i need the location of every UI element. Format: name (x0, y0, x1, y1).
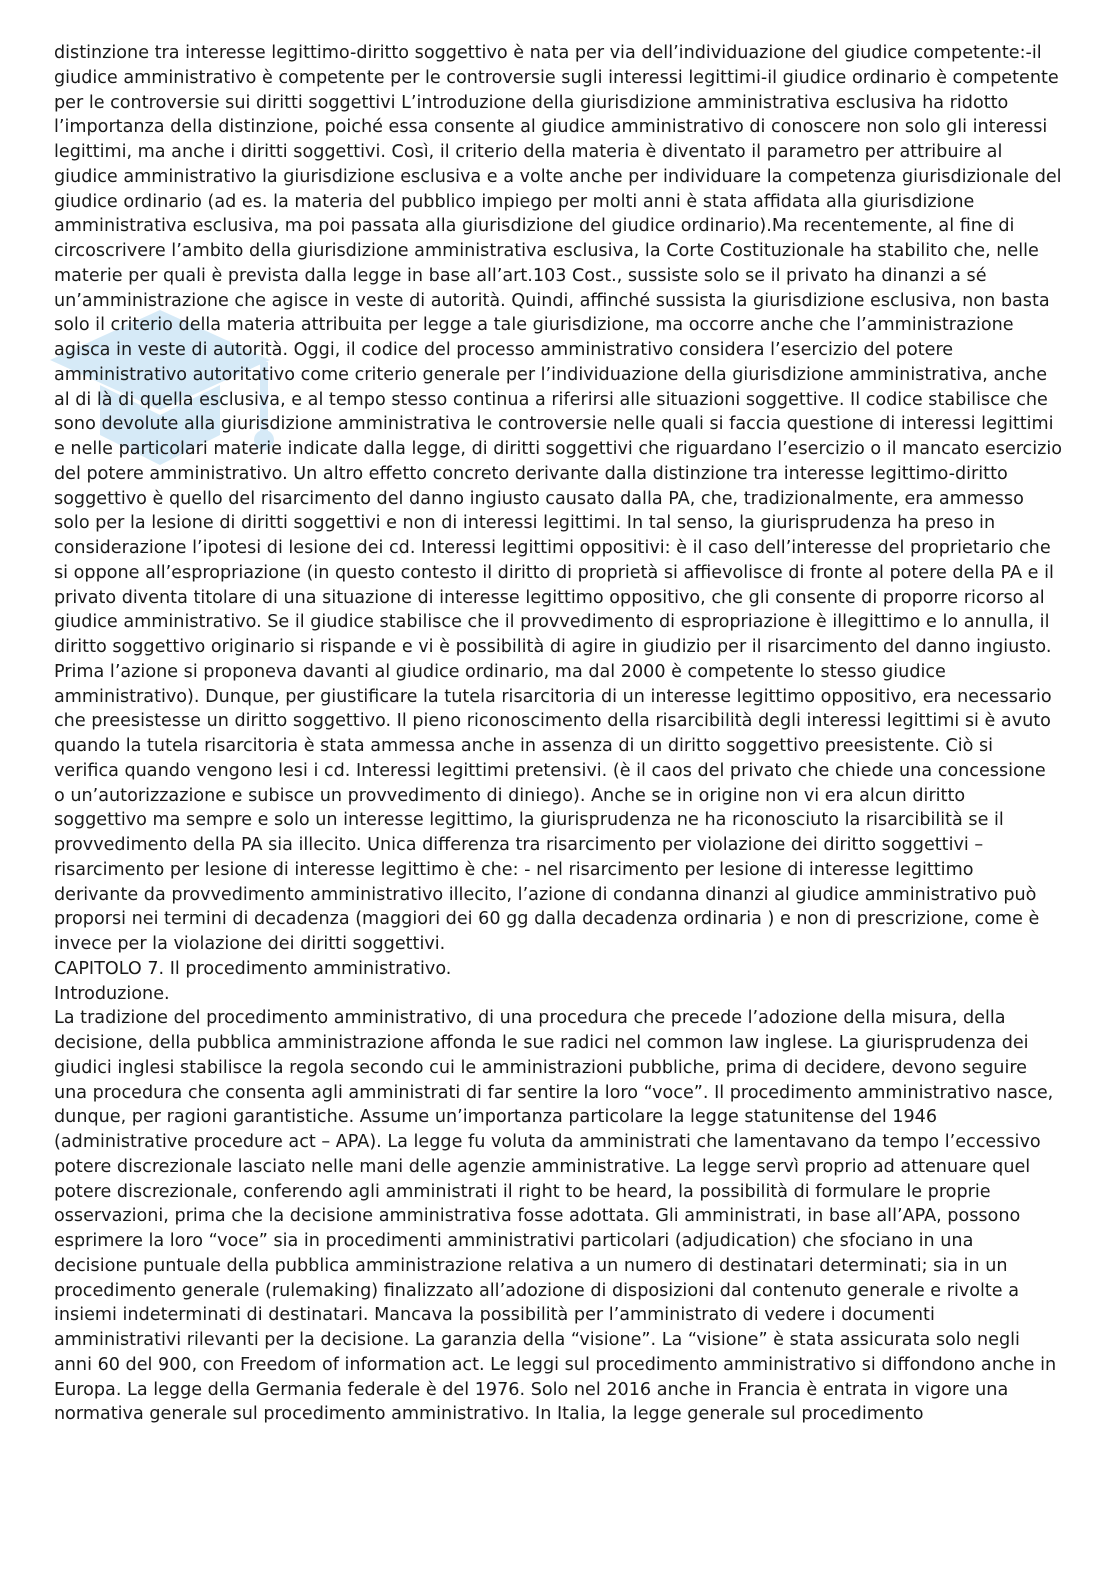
chapter-heading: CAPITOLO 7. Il procedimento amministrativo. (54, 958, 452, 979)
section-heading: Introduzione. (54, 983, 170, 1004)
document-text (54, 41, 1062, 1427)
paragraph-interesse-legittimo: distinzione tra interesse legittimo-diritto soggettivo è nata per via dell’individuazione del giudice competente:-il giudice amministrativo è competente per le controversie sugli interessi legittimi-il giudice ordinario è competente per le controversie sui diritti soggettivi L’introduzione della giurisdizione amministrativa esclusiva ha ridotto l’importanza della distinzione, poiché essa consente al giudice amministrativo di conoscere non solo gli interessi legittimi, ma anche i diritti soggettivi. Così, il criterio della materia è diventato il parametro per attribuire al giudice amministrativo la giurisdizione esclusiva e a volte anche per individuare la competenza giurisdizionale del giudice ordinario (ad es. la materia del pubblico impiego per molti anni è stata affidata alla giurisdizione amministrativa esclusiva, ma poi passata alla giurisdizione del giudice ordinario).Ma recentemente, al fine di circoscrivere l’ambito della giurisdizione amministrativa esclusiva, la Corte Costituzionale ha stabilito che, nelle materie per quali è prevista dalla legge in base all’art.103 Cost., sussiste solo se il privato ha dinanzi a sé un’amministrazione che agisce in veste di autorità. Quindi, affinché sussista la giurisdizione esclusiva, non basta solo il criterio della materia attribuita per legge a tale giurisdizione, ma occorre anche che l’amministrazione agisca in veste di autorità. Oggi, il codice del processo amministrativo considera l’esercizio del potere amministrativo autoritativo come criterio generale per l’individuazione della giurisdizione amministrativa, anche al di là di quella esclusiva, e al tempo stesso continua a riferirsi alle situazioni soggettive. Il codice stabilisce che sono devolute alla giurisdizione amministrativa le controversie nelle quali si faccia questione di interessi legittimi e nelle particolari materie indicate dalla legge, di diritti soggettivi che riguardano l’esercizio o il mancato esercizio del potere amministrativo. Un altro effetto concreto derivante dalla distinzione tra interesse legittimo-diritto soggettivo è quello del risarcimento del danno ingiusto causato dalla PA, che, tradizionalmente, era ammesso solo per la lesione di diritti soggettivi e non di interessi legittimi. In tal senso, la giurisprudenza ha preso in considerazione l’ipotesi di lesione dei cd. Interessi legittimi oppositivi: è il caso dell’interesse del proprietario che si oppone all’espropriazione (in questo contesto il diritto di proprietà si affievolisce di fronte al potere della PA e il privato diventa titolare di una situazione di interesse legittimo oppositivo, che gli consente di proporre ricorso al giudice amministrativo. Se il giudice stabilisce che il provvedimento di espropriazione è illegittimo e lo annulla, il diritto soggettivo originario si rispande e vi è possibilità di agire in giudizio per il risarcimento del danno ingiusto. Prima l’azione si proponeva davanti al giudice ordinario, ma dal 2000 è competente lo stesso giudice amministrativo). Dunque, per giustificare la tutela risarcitoria di un interesse legittimo oppositivo, era necessario che preesistesse un diritto soggettivo. Il pieno riconoscimento della risarcibilità degli interessi legittimi si è avuto quando la tutela risarcitoria è stata ammessa anche in assenza di un diritto soggettivo preesistente. Ciò si verifica quando vengono lesi i cd. Interessi legittimi pretensivi. (è il caos del privato che chiede una concessione o un’autorizzazione e subisce un provvedimento di diniego). Anche se in origine non vi era alcun diritto soggettivo ma sempre e solo un interesse legittimo, la giurisprudenza ne ha riconosciuto la risarcibilità se il provvedimento della PA sia illecito. Unica differenza tra risarcimento per violazione dei diritto soggettivi –risarcimento per lesione di interesse legittimo è che: - nel risarcimento per lesione di interesse legittimo derivante da provvedimento amministrativo illecito, l’azione di condanna dinanzi al giudice amministrativo può proporsi nei termini di decadenza (maggiori dei 60 gg dalla decadenza ordinaria ) e non di prescrizione, come è invece per la violazione dei diritti soggettivi. (54, 43, 1062, 954)
paragraph-procedimento: La tradizione del procedimento amministrativo, di una procedura che precede l’adozione della misura, della decisione, della pubblica amministrazione affonda le sue radici nel common law inglese. La giurisprudenza dei giudici inglesi stabilisce la regola secondo cui le amministrazioni pubbliche, prima di decidere, devono seguire una procedura che consenta agli amministrati di far sentire la loro “voce”. Il procedimento amministrativo nasce, dunque, per ragioni garantistiche. Assume un’importanza particolare la legge statunitense del 1946 (administrative procedure act – APA). La legge fu voluta da amministrati che lamentavano da tempo l’eccessivo potere discrezionale lasciato nelle mani delle agenzie amministrative. La legge servì proprio ad attenuare quel potere discrezionale, conferendo agli amministrati il right to be heard, la possibilità di formulare le proprie osservazioni, prima che la decisione amministrativa fosse adottata. Gli amministrati, in base all’APA, possono esprimere la loro “voce” sia in procedimenti amministrativi particolari (adjudication) che sfociano in una decisione puntuale della pubblica amministrazione relativa a un numero di destinatari determinati; sia in un procedimento generale (rulemaking) finalizzato all’adozione di disposizioni dal contenuto generale e rivolte a insiemi indeterminati di destinatari. Mancava la possibilità per l’amministrato di vedere i documenti amministrativi rilevanti per la decisione. La garanzia della “visione”. La “visione” è stata assicurata solo negli anni 60 del 900, con Freedom of information act. Le leggi sul procedimento amministrativo si diffondono anche in Europa. La legge della Germania federale è del 1976. Solo nel 2016 anche in Francia è entrata in vigore una normativa generale sul procedimento amministrativo. In Italia, la legge generale sul procedimento (54, 1008, 1057, 1425)
